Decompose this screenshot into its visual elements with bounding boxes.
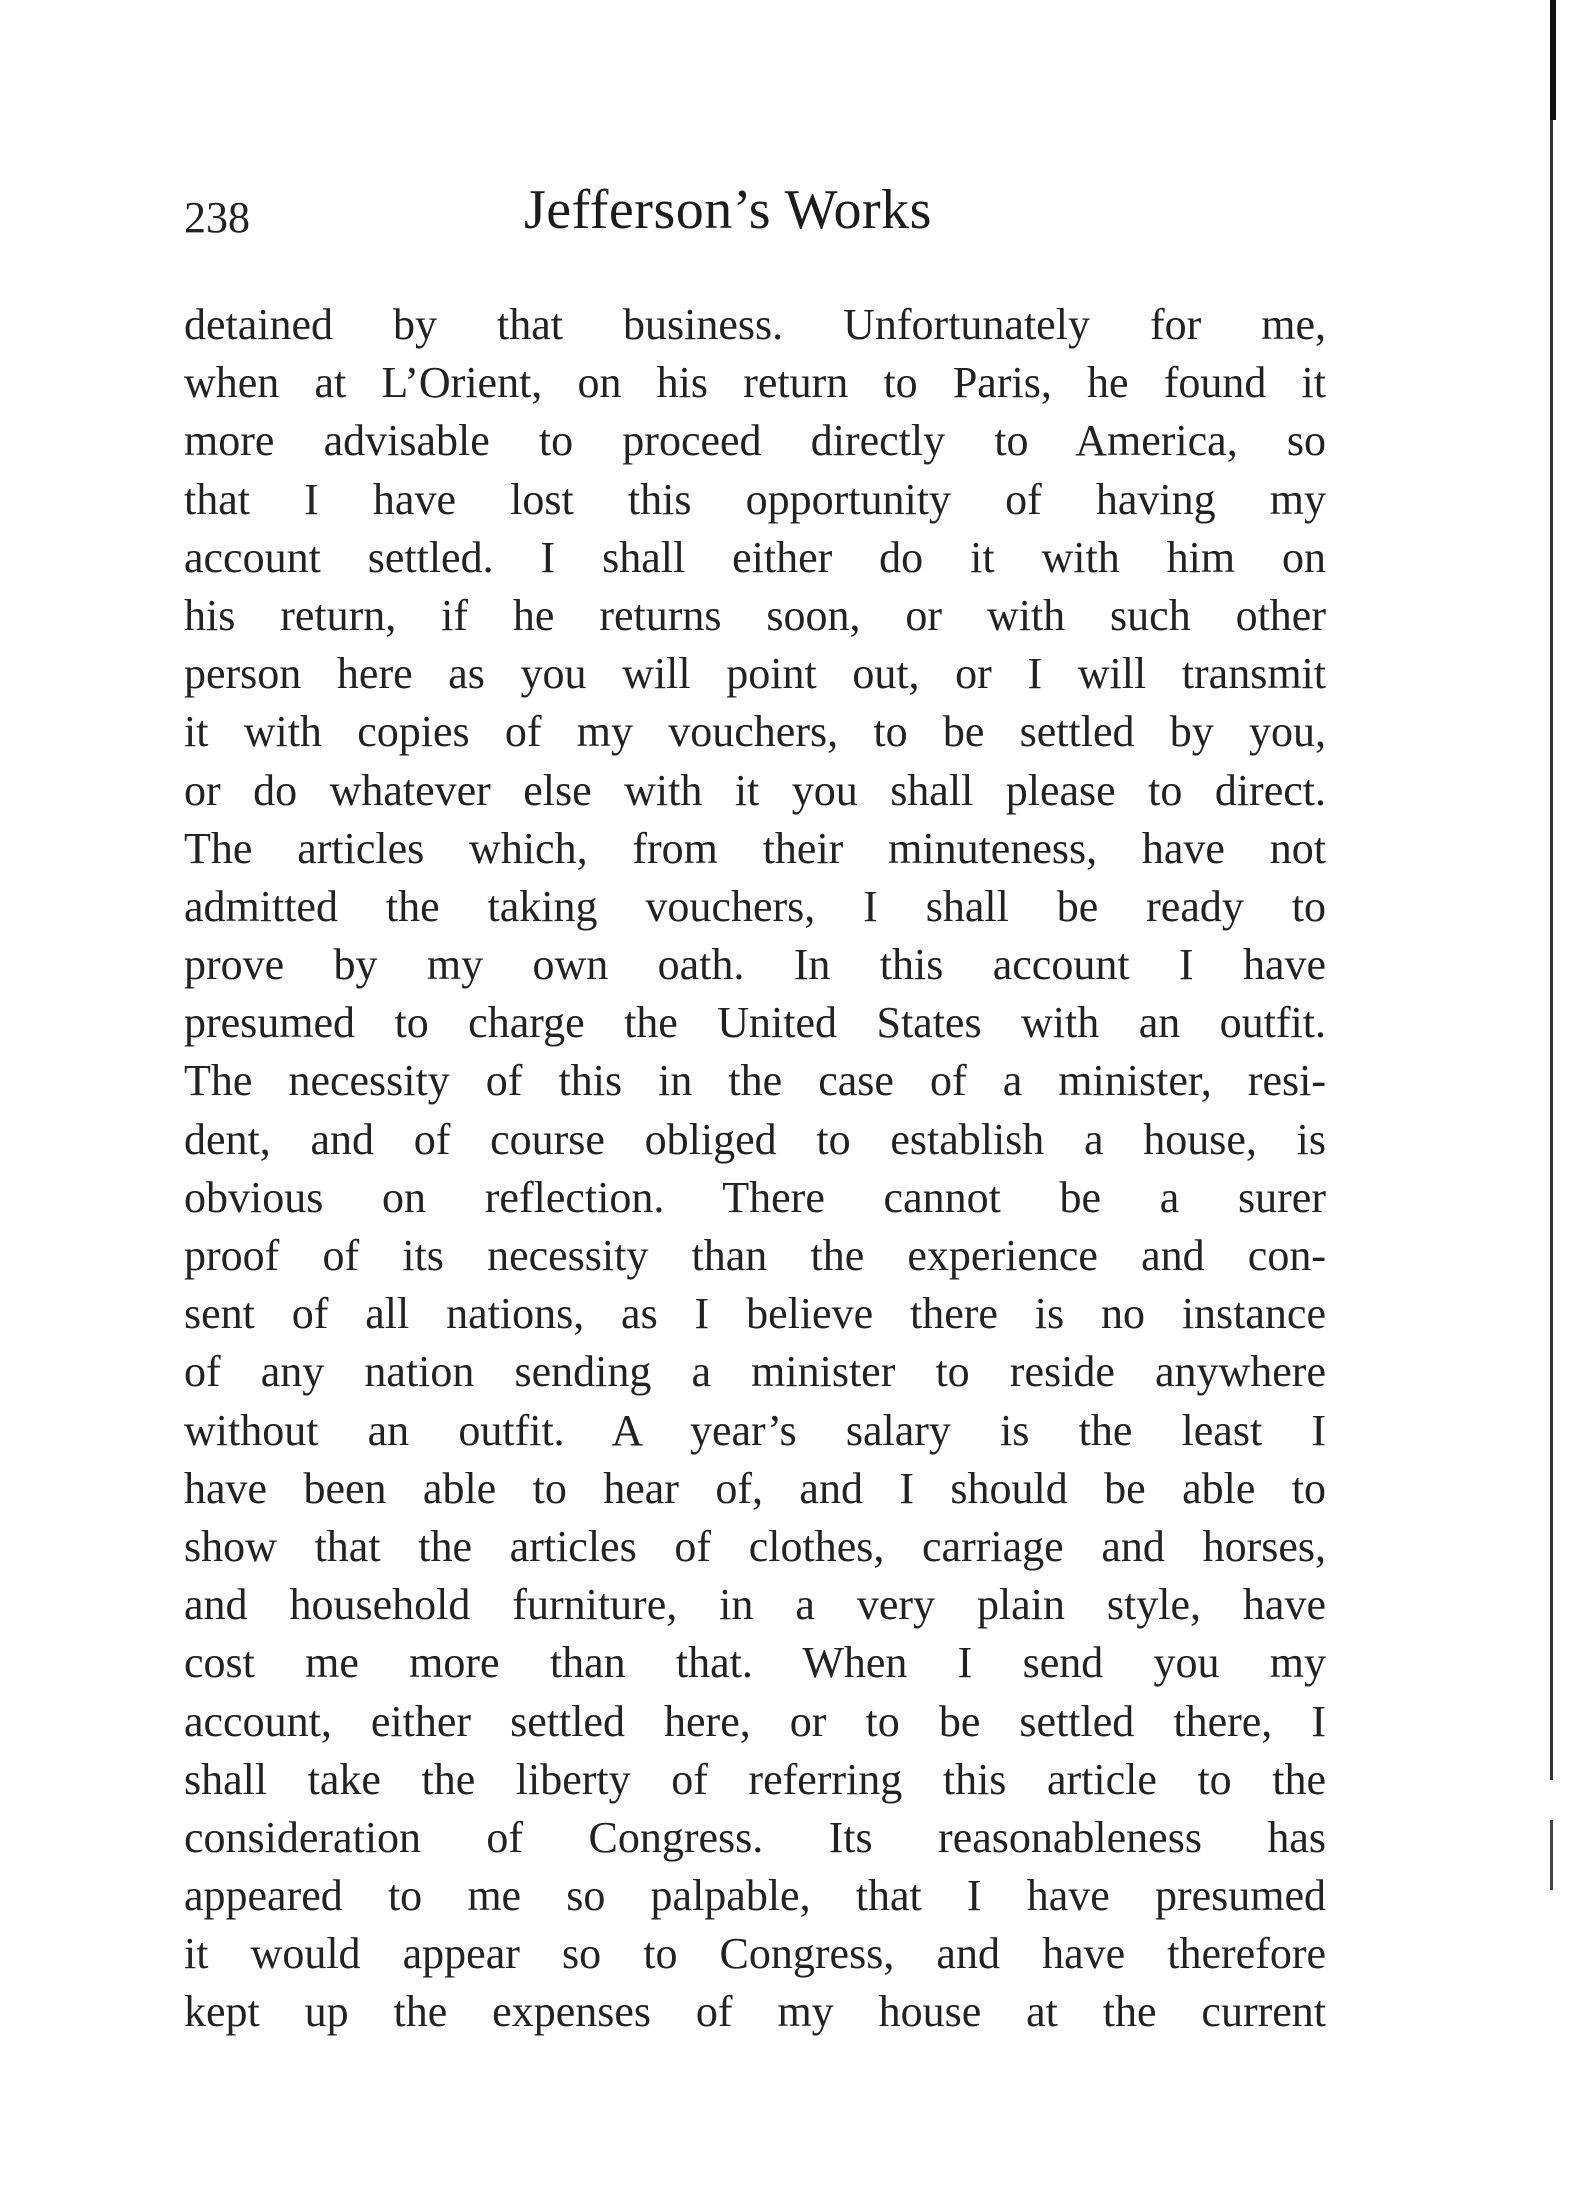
page-edge-shadow bbox=[1550, 0, 1556, 120]
page-edge-mark bbox=[1550, 1820, 1553, 1890]
text-line: kept up the expenses of my house at the current bbox=[184, 1987, 1326, 2037]
text-line: more advisable to proceed directly to America, so bbox=[184, 416, 1326, 466]
text-line: detained by that business. Unfortunately for me, bbox=[184, 300, 1326, 349]
text-line: and household furniture, in a very plain style, have bbox=[184, 1580, 1326, 1630]
text-line: The articles which, from their minuteness, have not bbox=[184, 823, 1326, 873]
text-line: that I have lost this opportunity of having my bbox=[184, 474, 1326, 524]
text-line: his return, if he returns soon, or with such other bbox=[184, 590, 1326, 640]
text-line: shall take the liberty of referring this article to the bbox=[184, 1754, 1326, 1804]
text-line: The necessity of this in the case of a minister, resi- bbox=[184, 1056, 1326, 1106]
running-title: Jefferson’s Works bbox=[524, 179, 932, 241]
text-line: it with copies of my vouchers, to be settled by you, bbox=[184, 707, 1326, 757]
text-line: presumed to charge the United States with an outfit. bbox=[184, 998, 1326, 1048]
text-line: consideration of Congress. Its reasonableness has bbox=[184, 1812, 1326, 1862]
text-line: admitted the taking vouchers, I shall be ready to bbox=[184, 881, 1326, 931]
text-line: person here as you will point out, or I will transmit bbox=[184, 649, 1326, 699]
text-line: have been able to hear of, and I should be able to bbox=[184, 1463, 1326, 1513]
page-number: 238 bbox=[184, 193, 250, 242]
text-line: it would appear so to Congress, and have therefore bbox=[184, 1929, 1326, 1979]
body-text bbox=[184, 296, 1326, 2042]
text-line: when at L’Orient, on his return to Paris, he found it bbox=[184, 358, 1326, 408]
text-line: without an outfit. A year’s salary is the least I bbox=[184, 1405, 1326, 1455]
text-line: obvious on reflection. There cannot be a surer bbox=[184, 1172, 1326, 1222]
text-line: appeared to me so palpable, that I have presumed bbox=[184, 1871, 1326, 1921]
page-header bbox=[184, 178, 1332, 258]
text-line: account settled. I shall either do it with him on bbox=[184, 532, 1326, 582]
text-line: cost me more than that. When I send you my bbox=[184, 1638, 1326, 1688]
text-line: dent, and of course obliged to establish a house, is bbox=[184, 1114, 1326, 1164]
text-line: proof of its necessity than the experience and con- bbox=[184, 1231, 1326, 1280]
text-line: prove by my own oath. In this account I have bbox=[184, 940, 1326, 990]
text-line: sent of all nations, as I believe there is no instance bbox=[184, 1289, 1326, 1339]
text-line: or do whatever else with it you shall please to direct. bbox=[184, 765, 1326, 815]
text-line: show that the articles of clothes, carriage and horses, bbox=[184, 1521, 1326, 1571]
text-line: account, either settled here, or to be settled there, I bbox=[184, 1696, 1326, 1746]
text-line: of any nation sending a minister to reside anywhere bbox=[184, 1347, 1326, 1397]
page-edge-line bbox=[1550, 120, 1553, 1780]
